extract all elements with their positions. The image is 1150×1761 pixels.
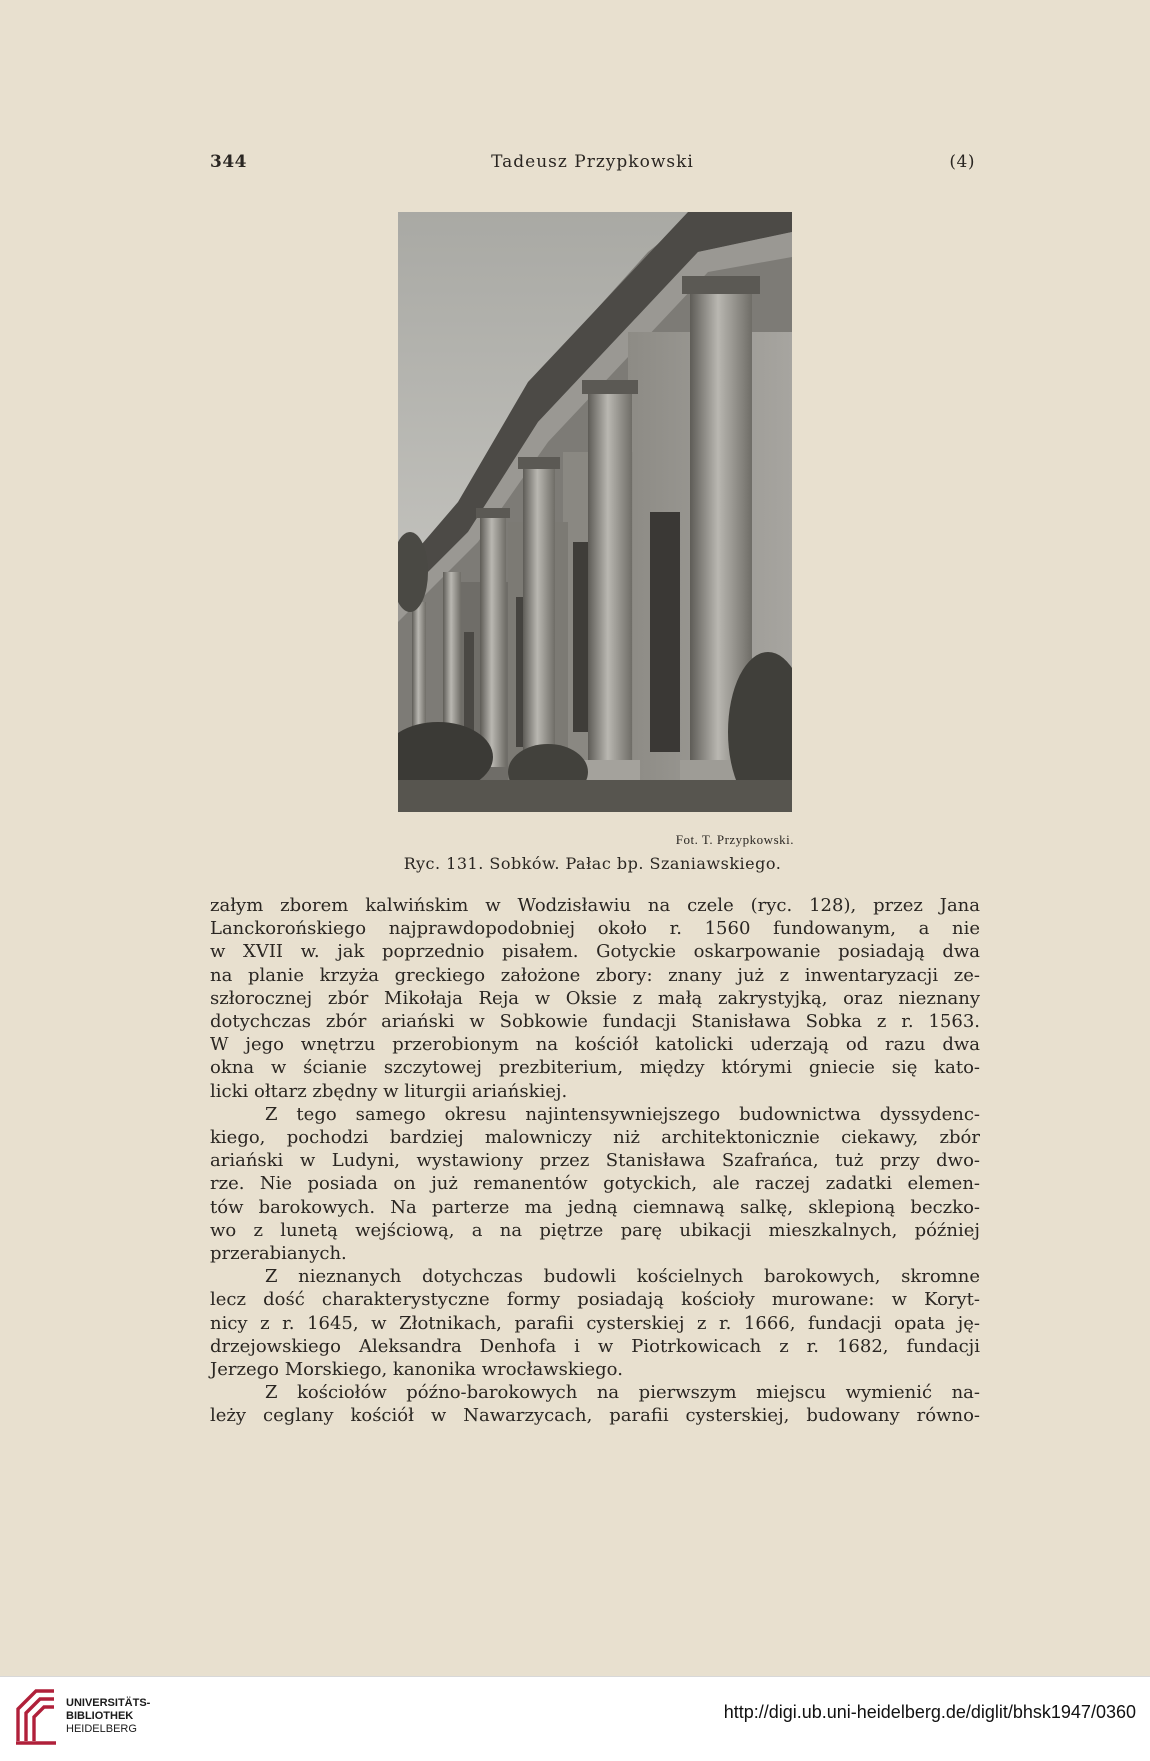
source-url-link[interactable]: http://digi.ub.uni-heidelberg.de/diglit/bhsk1947/0360 [723,1702,1136,1722]
text-line: nicy z r. 1645, w Złotnikach, parafii cysterskiej z r. 1666, fundacji opata ję- [210,1312,980,1334]
library-line-1: UNIVERSITÄTS- [66,1697,151,1709]
text-line: załym zborem kalwińskim w Wodzisławiu na czele (ryc. 128), przez Jana [210,895,980,916]
library-line-2: BIBLIOTHEK [66,1710,134,1722]
text-line: ariański w Ludyni, wystawiony przez Stanisława Szafrańca, tuż przy dwo- [210,1150,980,1172]
colonnade-photo-illustration [398,212,792,812]
text-line: rze. Nie posiada on już remanentów gotyckich, ale raczej zadatki elemen- [210,1173,980,1195]
text-line: licki ołtarz zbędny w liturgii ariańskiej. [210,1080,568,1102]
library-line-3: HEIDELBERG [66,1723,137,1735]
text-line: kiego, pochodzi bardziej malowniczy niż architektonicznie ciekawy, zbór [210,1127,980,1149]
text-line: okna w ścianie szczytowej prezbiterium, między którymi gniecie się kato- [210,1057,980,1079]
text-line: Z tego samego okresu najintensywniejszego budownictwa dyssydenc- [265,1103,980,1125]
figure-photo [398,212,792,812]
text-line: lecz dość charakterystyczne formy posiadają kościoły murowane: w Koryt- [210,1289,980,1311]
page-number: 344 [210,152,247,172]
text-line: Lanckorońskiego najprawdopodobniej około r. 1560 fundowanym, a nie [210,918,980,940]
section-number: (4) [949,152,975,172]
library-name [66,1697,150,1736]
figure-caption: Ryc. 131. Sobków. Pałac bp. Szaniawskiego. [403,854,782,873]
text-line: na planie krzyża greckiego założone zbory: znany już z inwentaryzacji ze- [210,964,980,986]
text-line: dotychczas zbór ariański w Sobkowie fundacji Stanisława Sobka z r. 1563. [210,1011,980,1033]
body-text [210,894,980,1428]
text-line: w XVII w. jak poprzednio pisałem. Gotyckie oskarpowanie posiadają dwa [210,941,980,963]
text-line: szłorocznej zbór Mikołaja Reja w Oksie z małą zakrystyjką, oraz nieznany [210,987,980,1009]
text-line: przerabianych. [210,1243,347,1265]
text-line: Z kościołów późno-barokowych na pierwszym miejscu wymienić na- [265,1382,980,1404]
photo-credit: Fot. T. Przypkowski. [675,832,794,847]
text-line: leży ceglany kościół w Nawarzycach, parafii cysterskiej, budowany równo- [210,1405,980,1427]
text-line: Jerzego Morskiego, kanonika wrocławskiego. [210,1359,623,1381]
text-line: drzejowskiego Aleksandra Denhofa i w Piotrkowicach z r. 1682, fundacji [210,1335,980,1357]
footer-bar [0,1676,1150,1761]
text-line: wo z lunetą wejściową, a na piętrze parę ubikacji mieszkalnych, później [210,1219,980,1241]
text-line: tów barokowych. Na parterze ma jedną ciemnawą salkę, sklepioną beczko- [210,1196,980,1218]
running-head-author: Tadeusz Przypkowski [491,152,694,172]
text-line: Z nieznanych dotychczas budowli kościelnych barokowych, skromne [265,1266,980,1288]
university-library-logo-icon [14,1687,58,1749]
text-line: W jego wnętrzu przerobionym na kościół katolicki uderzają od razu dwa [210,1034,980,1056]
